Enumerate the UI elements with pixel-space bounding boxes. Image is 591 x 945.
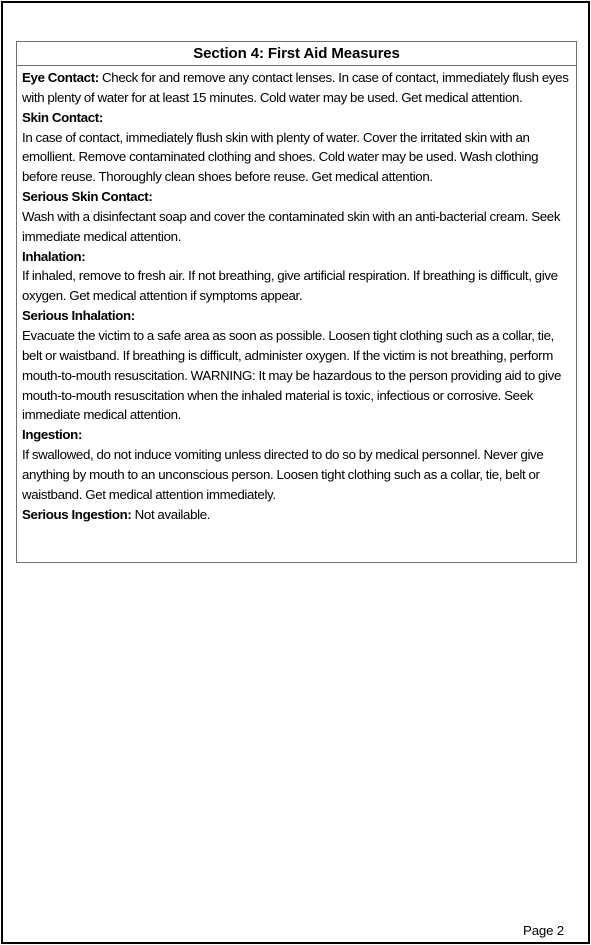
section-body xyxy=(17,66,576,524)
ingestion-text: If swallowed, do not induce vomiting unless directed to do so by medical personnel. Never give anything by mouth to an unconscious person. Loosen tight clothing such as a collar, tie, belt or waistband. Get medical attention immediately. xyxy=(22,447,544,502)
skin-contact-text: In case of contact, immediately flush skin with plenty of water. Cover the irritated skin with an emollient. Remove contaminated clothing and shoes. Cold water may be used. Wash clothing before reuse. Thoroughly clean shoes before reuse. Get medical attention. xyxy=(22,129,539,185)
eye-contact-paragraph xyxy=(22,68,571,108)
serious-ingestion-paragraph xyxy=(22,505,571,525)
serious-skin-contact-text: Wash with a disinfectant soap and cover the contaminated skin with an anti-bacterial cream. Seek immediate medical attention. xyxy=(22,208,561,244)
eye-contact-label: Eye Contact: xyxy=(22,70,99,85)
serious-inhalation-text: Evacuate the victim to a safe area as soon as possible. Loosen tight clothing such as a collar, tie, belt or waistband. If breathing is difficult, administer oxygen. If the victim is not breathing, perform mouth-to-mouth resuscitation. WARNING: It may be hazardous to the person providing aid to give mouth-to-mouth resuscitation when the inhaled material is toxic, infectious or corrosive. Seek immediate medical attention. xyxy=(22,327,562,423)
eye-contact-text: Check for and remove any contact lenses. In case of contact, immediately flush eyes with plenty of water for at least 15 minutes. Cold water may be used. Get medical attention. xyxy=(22,70,569,105)
page-number: Page 2 xyxy=(523,923,564,938)
serious-inhalation-label: Serious Inhalation: xyxy=(22,308,135,324)
ingestion-label: Ingestion: xyxy=(22,427,83,443)
inhalation-label: Inhalation: xyxy=(22,248,86,264)
serious-skin-contact-label: Serious Skin Contact: xyxy=(22,189,153,205)
first-aid-section xyxy=(16,41,577,563)
document-page xyxy=(1,1,590,944)
inhalation-text: If inhaled, remove to fresh air. If not breathing, give artificial respiration. If breathing is difficult, give oxygen. Get medical attention if symptoms appear. xyxy=(22,268,558,304)
skin-contact-label: Skin Contact: xyxy=(22,109,103,125)
serious-ingestion-label: Serious Ingestion: xyxy=(22,506,132,522)
serious-ingestion-text: Not available. xyxy=(131,506,211,522)
section-title: Section 4: First Aid Measures xyxy=(17,42,576,66)
